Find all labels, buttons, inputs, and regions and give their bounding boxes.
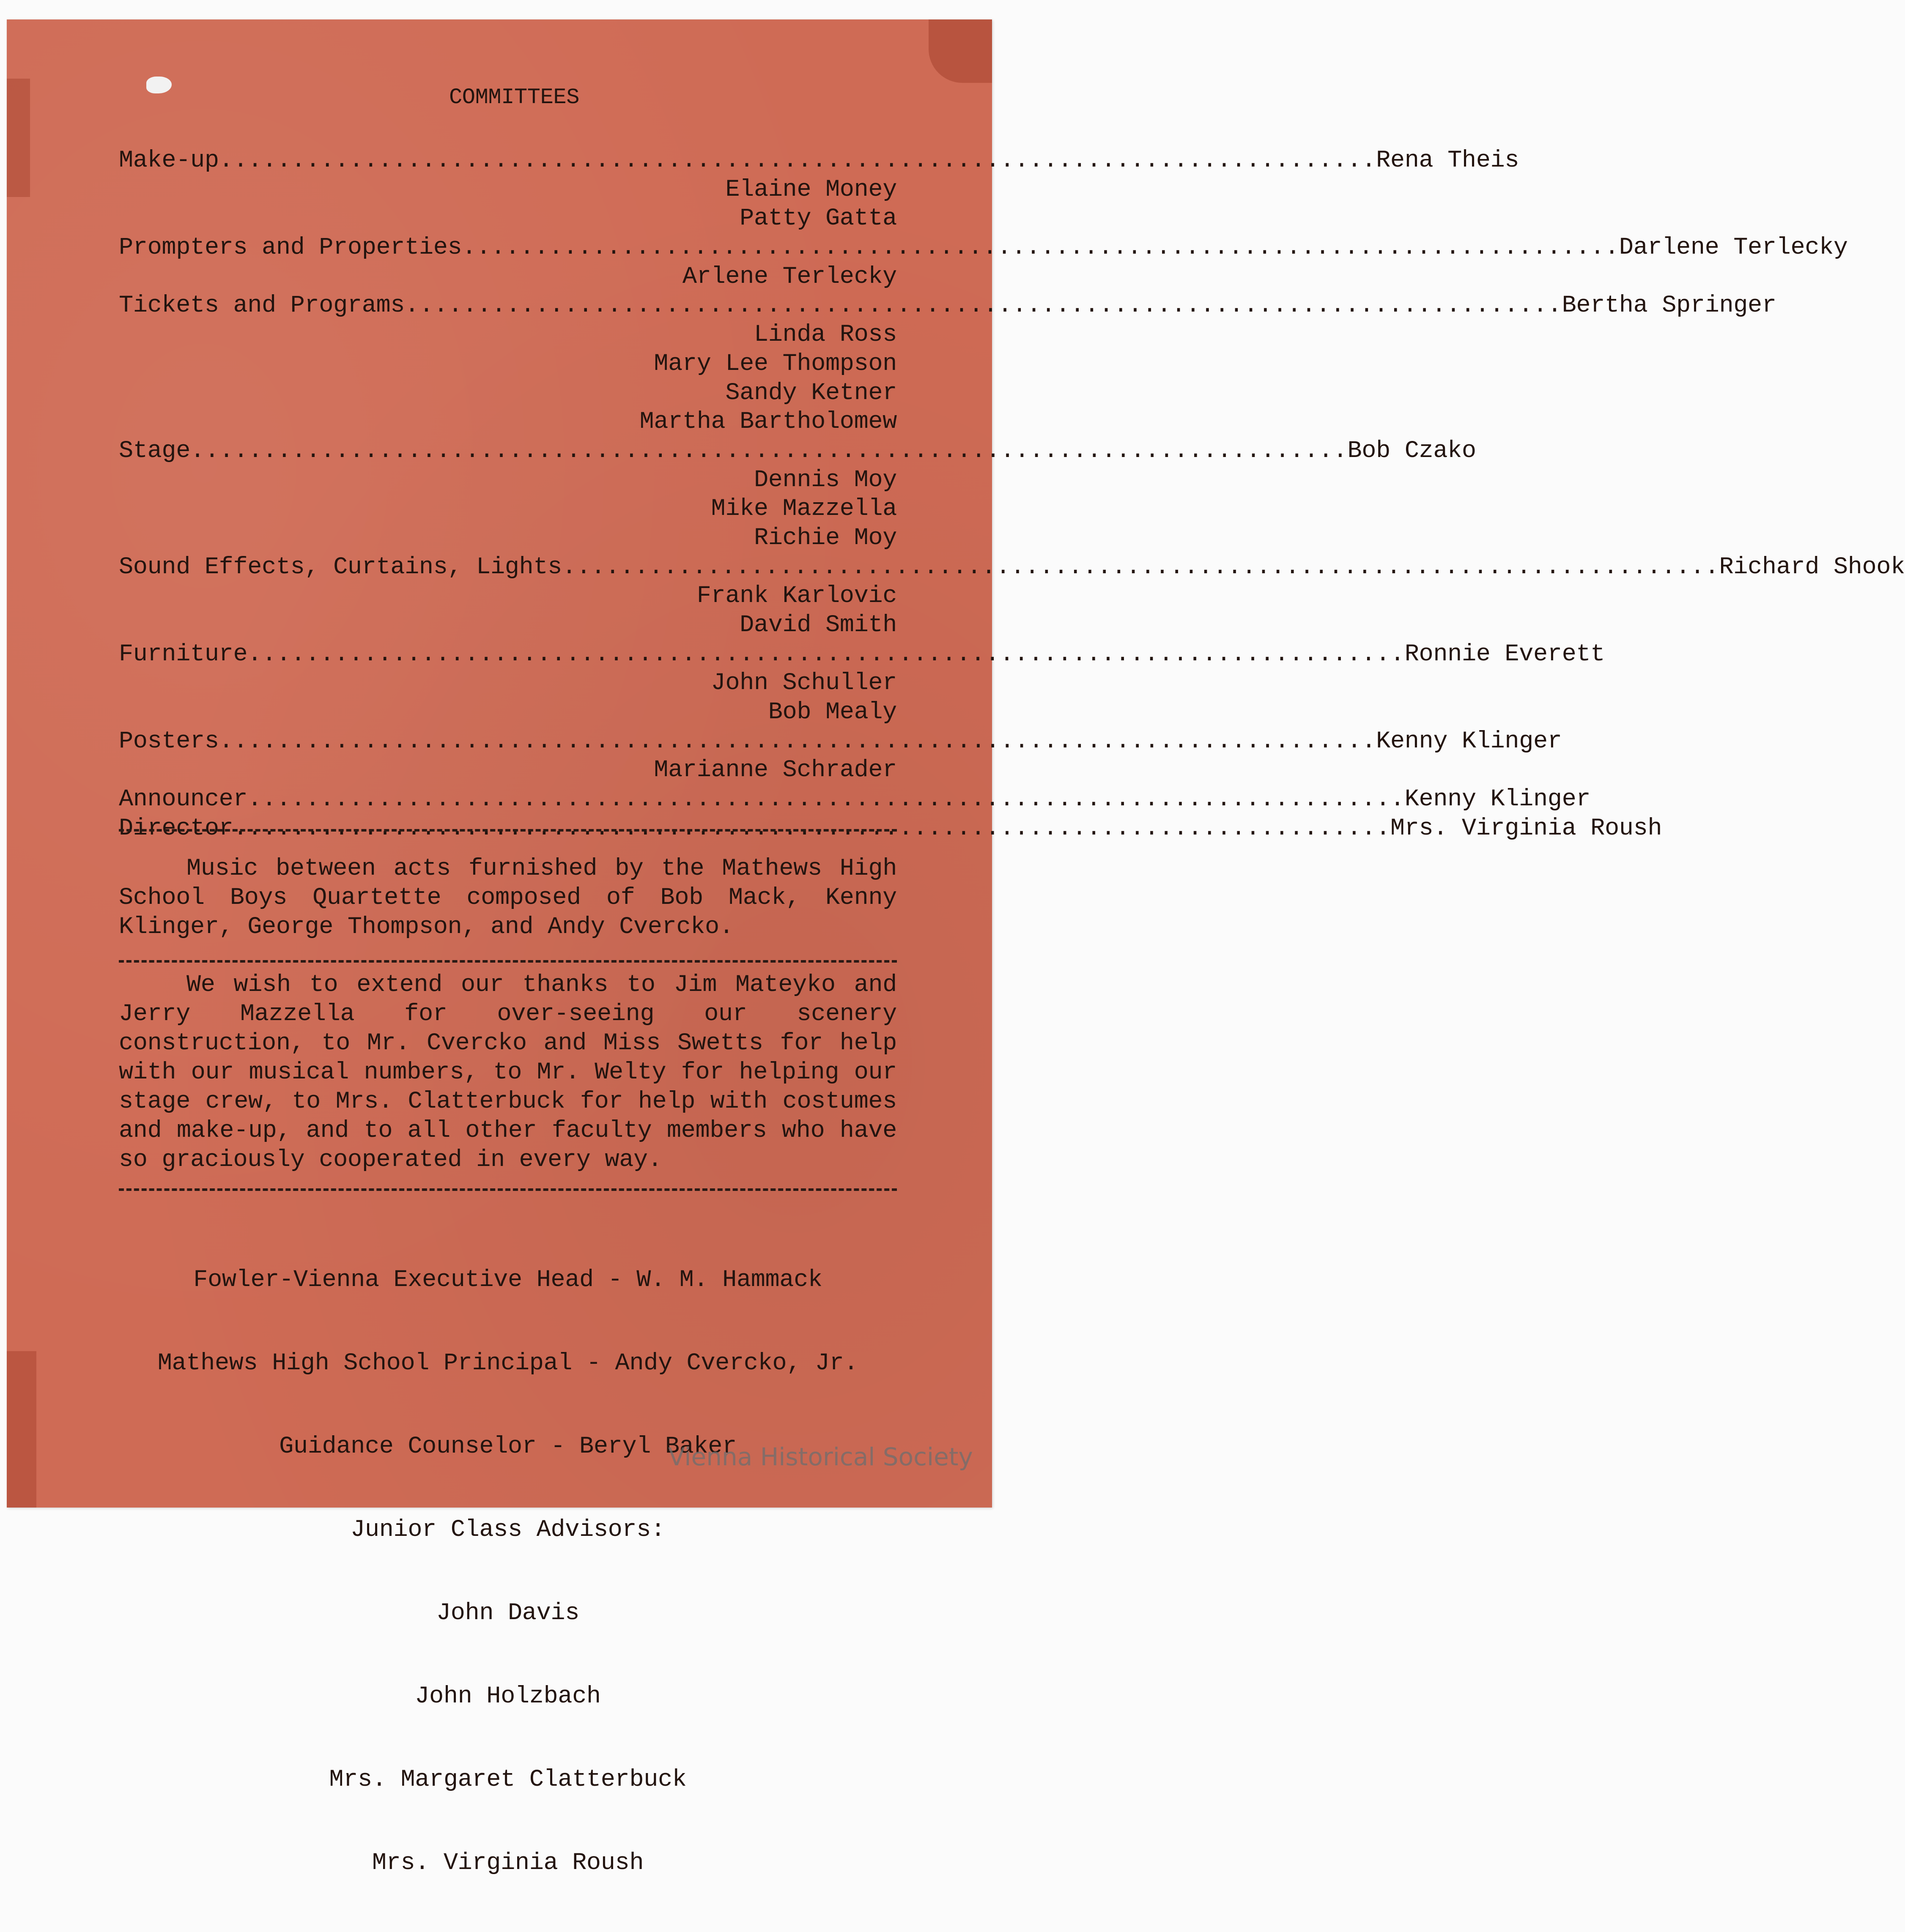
committee-member-row xyxy=(119,669,897,698)
committee-member-row xyxy=(119,611,897,640)
watermark: Vienna Historical Society xyxy=(668,1442,973,1471)
leader-dots: ................................................................................ xyxy=(562,553,1719,581)
leader-dots: ................................................................................ xyxy=(462,234,1619,262)
dashed-divider xyxy=(119,1188,897,1191)
principal-line: Mathews High School Principal - Andy Cvercko, Jr. xyxy=(157,1350,858,1377)
committee-role: Posters xyxy=(119,728,219,755)
committee-member: Patty Gatta xyxy=(740,205,897,233)
committee-member-row xyxy=(119,698,897,727)
committee-row xyxy=(119,785,1591,814)
committee-member-row xyxy=(119,524,897,553)
leader-dots: ................................................................................ xyxy=(219,147,1376,174)
leader-dots: ................................................................................ xyxy=(405,292,1562,320)
committee-member: Bob Czako xyxy=(1347,437,1476,465)
committee-member: Mike Mazzella xyxy=(711,495,897,523)
committee-role: Make-up xyxy=(119,147,219,174)
committee-role: Sound Effects, Curtains, Lights xyxy=(119,553,562,581)
thanks-note: We wish to extend our thanks to Jim Mateyko and Jerry Mazzella for over-seeing our scenery construction, to Mr. Cvercko and Miss Swetts for help with our musical numbers, to Mr. Welty for helping our stage crew, to Mrs. Clatterbuck for help with costumes and make-up, and to all other faculty members who have so graciously cooperated in every way. xyxy=(119,971,897,1174)
committee-member-row xyxy=(119,263,897,292)
committee-member: Martha Bartholomew xyxy=(639,408,897,436)
committee-member-row xyxy=(119,350,897,379)
program-page xyxy=(7,19,1905,1877)
committee-member: Ronnie Everett xyxy=(1404,640,1605,668)
committee-row xyxy=(119,640,1605,669)
leader-dots: ................................................................................ xyxy=(247,640,1405,668)
committee-role: Prompters and Properties xyxy=(119,234,462,262)
committee-member: Bob Mealy xyxy=(768,699,897,726)
committee-list xyxy=(119,146,1905,843)
advisor-name: John Davis xyxy=(436,1600,580,1627)
committee-member-row xyxy=(119,204,897,233)
committee-role: Announcer xyxy=(119,786,248,813)
committee-member: Marianne Schrader xyxy=(654,757,897,784)
committee-member: Frank Karlovic xyxy=(696,583,897,610)
paper-stain xyxy=(7,1351,36,1508)
committee-role: Director xyxy=(119,815,233,842)
leader-dots: ................................................................................ xyxy=(190,437,1348,465)
advisor-name: John Holzbach xyxy=(415,1683,601,1710)
committee-member: Sandy Ketner xyxy=(725,379,897,407)
committee-member: David Smith xyxy=(740,612,897,639)
music-note: Music between acts furnished by the Mathews High School Boys Quartette composed of Bob Mack, Kenny Klinger, George Thompson, and Andy Cvercko. xyxy=(119,855,897,941)
committee-row xyxy=(119,437,1476,466)
committee-role: Tickets and Programs xyxy=(119,292,405,320)
committee-member: Linda Ross xyxy=(754,321,897,349)
advisor-name: Mrs. Virginia Roush xyxy=(372,1850,644,1877)
committee-role: Stage xyxy=(119,437,191,465)
committee-member: Mrs. Virginia Roush xyxy=(1390,815,1662,842)
committee-member-row xyxy=(119,495,897,524)
committee-member: Richie Moy xyxy=(754,524,897,552)
executive-head-line: Fowler-Vienna Executive Head - W. M. Hammack xyxy=(193,1267,822,1294)
committee-member: Kenny Klinger xyxy=(1404,786,1591,813)
dashed-divider xyxy=(119,960,897,963)
committee-member: Mary Lee Thompson xyxy=(654,350,897,378)
committee-member-row xyxy=(119,408,897,437)
committee-member: Kenny Klinger xyxy=(1376,728,1562,755)
leader-dots: ................................................................................ xyxy=(233,815,1390,842)
committee-row xyxy=(119,291,1776,320)
advisors-heading: Junior Class Advisors: xyxy=(351,1516,665,1543)
committee-member-row xyxy=(119,466,897,495)
leader-dots: ................................................................................ xyxy=(247,786,1405,813)
committee-row xyxy=(119,233,1848,263)
page-title: COMMITTEES xyxy=(449,85,580,110)
leader-dots: ................................................................................ xyxy=(219,728,1376,755)
committee-member-row xyxy=(119,320,897,350)
paper-stain xyxy=(929,19,992,83)
committee-row xyxy=(119,727,1562,756)
dashed-divider xyxy=(119,829,897,832)
committee-member-row xyxy=(119,175,897,205)
committee-row xyxy=(119,553,1905,582)
committee-member-row xyxy=(119,756,897,785)
committee-member: Dennis Moy xyxy=(754,466,897,494)
committee-member: Rena Theis xyxy=(1376,147,1519,174)
committee-row xyxy=(119,146,1519,175)
officials-block xyxy=(119,1212,897,1932)
counselor-line: Guidance Counselor - Beryl Baker xyxy=(279,1433,737,1460)
committee-member: Elaine Money xyxy=(725,176,897,203)
committee-member-row xyxy=(119,379,897,408)
committee-role: Furniture xyxy=(119,640,248,668)
committee-member: Richard Shook xyxy=(1719,553,1905,581)
committee-member-row xyxy=(119,582,897,611)
advisor-name: Mrs. Margaret Clatterbuck xyxy=(329,1766,687,1793)
committee-member: Bertha Springer xyxy=(1562,292,1776,320)
committee-member: Darlene Terlecky xyxy=(1619,234,1848,262)
committee-member: Arlene Terlecky xyxy=(682,263,897,290)
committee-member: John Schuller xyxy=(711,670,897,697)
